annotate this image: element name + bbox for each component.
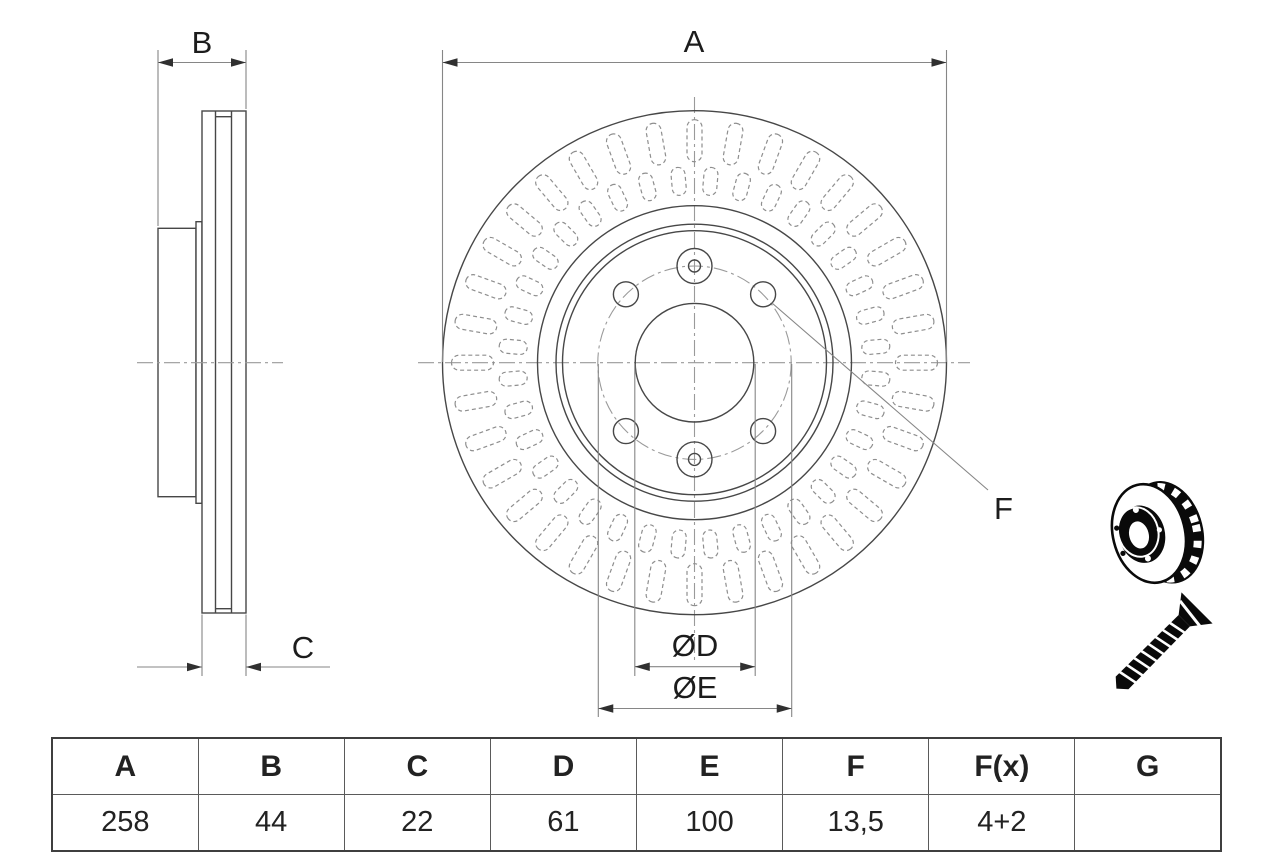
brake-disc-icon xyxy=(1102,472,1215,596)
dimension-C xyxy=(137,615,330,677)
table-header-G: G xyxy=(1075,738,1221,795)
table-value-G xyxy=(1075,795,1221,852)
label-F: F xyxy=(994,491,1013,526)
label-A: A xyxy=(683,24,705,59)
table-value-Fx: 4+2 xyxy=(929,795,1075,852)
callout-F xyxy=(772,303,1013,526)
table-value-row xyxy=(52,795,1221,852)
table-value-C: 22 xyxy=(344,795,490,852)
label-C: C xyxy=(291,630,315,665)
side-view xyxy=(158,111,246,613)
table-header-F: F xyxy=(783,738,929,795)
table-value-A: 258 xyxy=(52,795,198,852)
table-value-B: 44 xyxy=(198,795,344,852)
table-header-B: B xyxy=(198,738,344,795)
table-header-row xyxy=(52,738,1221,795)
label-OE: ØE xyxy=(672,670,718,705)
disc-body-section xyxy=(202,111,246,613)
table-header-D: D xyxy=(490,738,636,795)
table-header-A: A xyxy=(52,738,198,795)
table-value-F: 13,5 xyxy=(783,795,929,852)
screw-icon xyxy=(1101,592,1213,704)
table-header-Fx: F(x) xyxy=(929,738,1075,795)
table-value-E: 100 xyxy=(637,795,783,852)
table-header-E: E xyxy=(637,738,783,795)
table-value-D: 61 xyxy=(490,795,636,852)
table-header-C: C xyxy=(344,738,490,795)
dimension-spec-table xyxy=(51,737,1222,852)
label-OD: ØD xyxy=(671,628,719,663)
label-B: B xyxy=(191,25,213,60)
